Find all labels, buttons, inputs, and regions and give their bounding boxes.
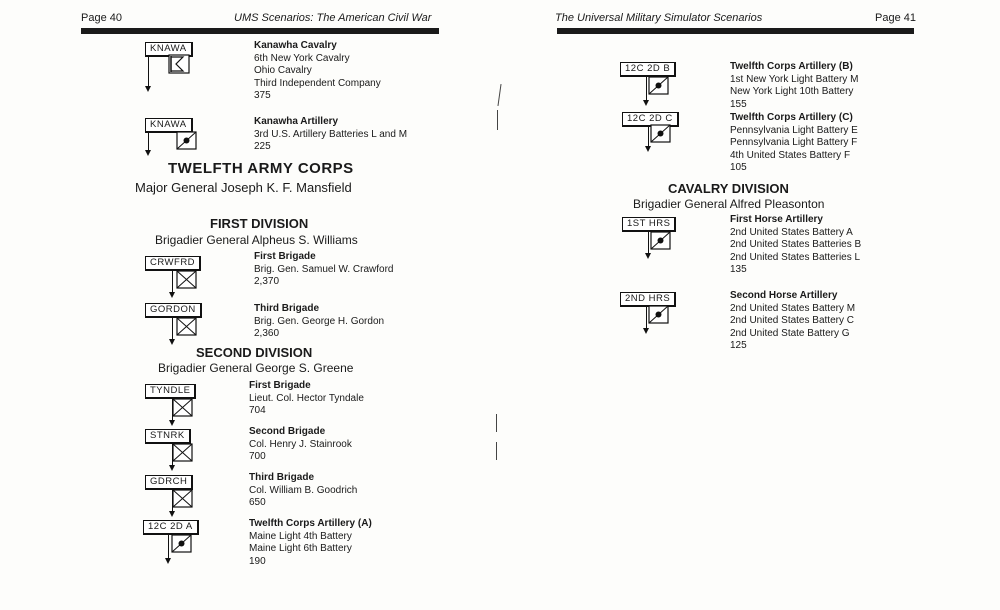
header-rule-left xyxy=(81,28,439,34)
unit-tag: TYNDLE xyxy=(145,384,196,399)
unit-info-stainrook xyxy=(249,426,352,464)
unit-line: Lieut. Col. Hector Tyndale xyxy=(249,392,364,404)
artillery-icon xyxy=(648,76,670,96)
unit-tag: 12C 2D C xyxy=(622,112,679,127)
cavalry-division-commander: Brigadier General Alfred Pleasonton xyxy=(633,197,825,211)
unit-title: First Brigade xyxy=(249,380,311,391)
unit-line: 3rd U.S. Artillery Batteries L and M xyxy=(254,128,408,140)
unit-strength: 125 xyxy=(730,340,747,351)
running-title-right: The Universal Military Simulator Scenarios xyxy=(555,12,763,24)
unit-title: Kanawha Cavalry xyxy=(254,40,337,51)
unit-strength: 2,360 xyxy=(254,328,280,339)
unit-strength: 190 xyxy=(249,555,266,567)
unit-strength: 155 xyxy=(730,98,747,110)
unit-title: Twelfth Corps Artillery (B) xyxy=(730,61,853,72)
unit-info-goodrich xyxy=(249,472,357,510)
unit-line: Third Independent Company xyxy=(254,77,381,89)
unit-line: 4th United States Battery F xyxy=(730,149,851,161)
unit-title: Third Brigade xyxy=(249,472,315,483)
unit-title: Kanawha Artillery xyxy=(254,116,339,127)
infantry-icon xyxy=(176,270,198,290)
unit-strength: 704 xyxy=(249,405,266,416)
unit-strength: 700 xyxy=(249,451,266,462)
unit-line: Pennsylvania Light Battery F xyxy=(730,137,858,148)
gutter-mark xyxy=(496,414,497,432)
unit-info-crawford xyxy=(254,251,394,289)
unit-info-1st-hrs xyxy=(730,214,861,277)
unit-line: 2nd United States Battery A xyxy=(730,226,853,238)
header-rule-right xyxy=(557,28,914,34)
unit-line: Pennsylvania Light Battery E xyxy=(730,124,858,136)
first-division-title: FIRST DIVISION xyxy=(210,216,309,231)
unit-strength: 135 xyxy=(730,264,747,275)
infantry-icon xyxy=(172,398,194,418)
unit-tag: GORDON xyxy=(145,303,202,318)
artillery-icon xyxy=(171,534,193,554)
unit-line: Brig. Gen. Samuel W. Crawford xyxy=(254,263,394,275)
unit-info-kanawha-cavalry xyxy=(254,40,381,103)
unit-line: 2nd United State Battery G xyxy=(730,327,850,339)
unit-tag: 2ND HRS xyxy=(620,292,676,307)
unit-strength: 225 xyxy=(254,141,271,152)
unit-title: First Horse Artillery xyxy=(730,214,823,225)
right-page xyxy=(500,0,1000,610)
unit-info-tyndale xyxy=(249,380,364,418)
unit-info-12c-2d-c xyxy=(730,112,858,175)
unit-strength: 650 xyxy=(249,497,266,508)
unit-line: Col. William B. Goodrich xyxy=(249,484,358,496)
unit-line: Col. Henry J. Stainrook xyxy=(249,438,352,450)
infantry-icon xyxy=(172,489,194,509)
unit-line: Ohio Cavalry xyxy=(254,65,312,76)
unit-info-2nd-hrs xyxy=(730,290,855,353)
unit-tag: 12C 2D B xyxy=(620,62,676,77)
first-division-commander: Brigadier General Alpheus S. Williams xyxy=(155,233,358,247)
unit-tag: KNAWA xyxy=(145,42,193,57)
artillery-icon xyxy=(176,131,198,151)
unit-line: Brig. Gen. George H. Gordon xyxy=(254,315,385,327)
unit-line: Maine Light 4th Battery xyxy=(249,530,352,542)
infantry-icon xyxy=(176,317,198,337)
second-division-commander: Brigadier General George S. Greene xyxy=(158,361,354,375)
unit-line: 2nd United States Battery C xyxy=(730,315,854,326)
unit-tag: GDRCH xyxy=(145,475,193,490)
cavalry-division-title: CAVALRY DIVISION xyxy=(668,181,789,196)
unit-title: First Brigade xyxy=(254,251,316,262)
page-number-right: Page 41 xyxy=(875,12,916,24)
infantry-icon xyxy=(172,443,194,463)
unit-line: New York Light 10th Battery xyxy=(730,86,854,97)
unit-tag: KNAWA xyxy=(145,118,193,133)
cavalry-flag-icon xyxy=(167,52,191,76)
unit-tag: STNRK xyxy=(145,429,191,444)
gutter-mark xyxy=(496,442,497,460)
running-title-left: UMS Scenarios: The American Civil War xyxy=(234,12,432,24)
unit-info-kanawha-artillery xyxy=(254,116,407,154)
unit-line: 1st New York Light Battery M xyxy=(730,73,859,85)
unit-title: Twelfth Corps Artillery (C) xyxy=(730,112,853,123)
unit-line: 2nd United States Battery M xyxy=(730,302,856,314)
unit-line: 6th New York Cavalry xyxy=(254,52,350,64)
unit-tag: 12C 2D A xyxy=(143,520,199,535)
unit-strength: 2,370 xyxy=(254,276,280,287)
unit-info-12c-2d-a xyxy=(249,518,372,568)
unit-title: Third Brigade xyxy=(254,303,320,314)
unit-line: Maine Light 6th Battery xyxy=(249,543,352,554)
unit-strength: 375 xyxy=(254,90,271,101)
artillery-icon xyxy=(648,305,670,325)
gutter-mark xyxy=(497,110,498,130)
unit-strength: 105 xyxy=(730,162,747,173)
unit-title: Second Horse Artillery xyxy=(730,290,838,301)
artillery-icon xyxy=(650,231,672,251)
unit-info-gordon xyxy=(254,303,384,341)
unit-title: Twelfth Corps Artillery (A) xyxy=(249,518,372,529)
corps-title: TWELFTH ARMY CORPS xyxy=(168,160,354,177)
page-number-left: Page 40 xyxy=(81,12,122,24)
unit-tag: 1ST HRS xyxy=(622,217,676,232)
unit-title: Second Brigade xyxy=(249,426,326,437)
artillery-icon xyxy=(650,124,672,144)
unit-line: 2nd United States Batteries B xyxy=(730,239,862,250)
unit-line: 2nd United States Batteries L xyxy=(730,251,861,263)
corps-commander: Major General Joseph K. F. Mansfield xyxy=(135,180,352,195)
unit-info-12c-2d-b xyxy=(730,61,858,111)
unit-tag: CRWFRD xyxy=(145,256,201,271)
second-division-title: SECOND DIVISION xyxy=(196,345,313,360)
